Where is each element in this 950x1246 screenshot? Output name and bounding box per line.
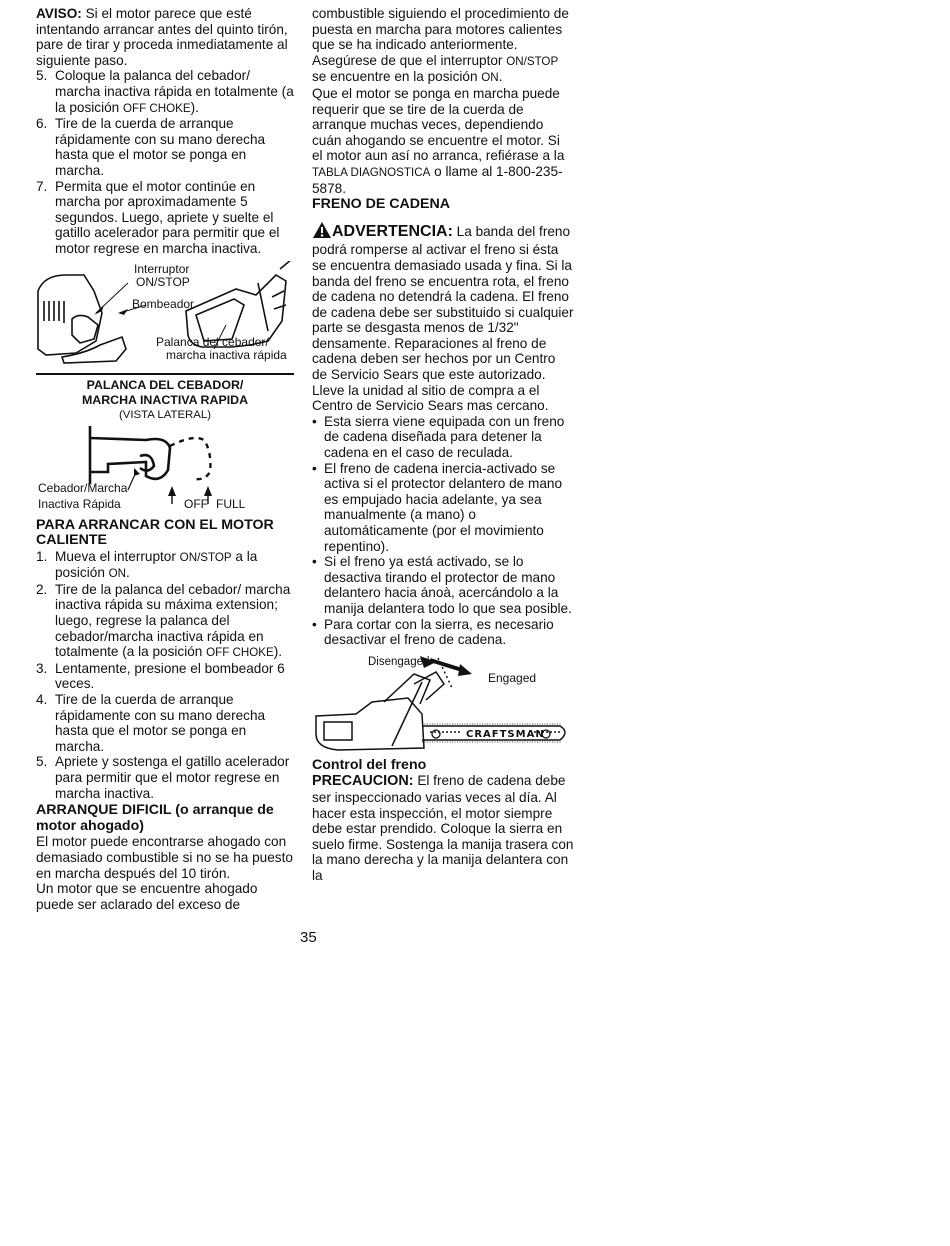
aviso-text: Si el motor parece que esté intentando arrancar antes del quinto tirón, pare de tirar y proceda inmediatamente al siguiente paso. — [36, 6, 288, 68]
label-full: FULL — [216, 496, 246, 511]
step-text: Tire de la palanca del cebador/ marcha inactiva rápida su máxima extension; luego, regrese la palanca del cebador/marcha inactiva rápida en totalmente (a la posición — [55, 581, 291, 660]
label-off: OFF — [184, 496, 208, 511]
continuation-tail: . — [498, 69, 503, 85]
chainsaw-side-illustration — [312, 654, 574, 758]
steps-list-b — [36, 549, 294, 802]
step-small-caps: OFF CHOKE — [123, 101, 191, 115]
list-item — [36, 116, 294, 178]
diagnostic-tail: o llame al 1-800-235-5878. — [312, 163, 563, 196]
dificil-paragraph-2: Un motor que se encuentre ahogado puede ser aclarado del exceso de — [36, 881, 258, 912]
page-number: 35 — [300, 929, 317, 946]
label-palanca-2: marcha inactiva rápida — [166, 347, 287, 362]
list-item: • Si el freno ya está activado, se lo desactiva tirando el protector de mano delantero hacia ánoà, acercándolo a la manija delantera todo lo que sea posible. — [312, 554, 574, 616]
step-text: Tire de la cuerda de arranque rápidamente con su mano derecha hasta que el motor se ponga en marcha. — [55, 692, 266, 754]
small-caps-text: ON/STOP — [506, 54, 559, 68]
warning-icon — [312, 221, 332, 243]
advertencia-label: ADVERTENCIA: — [332, 222, 453, 240]
heading-control-freno: Control del freno — [312, 756, 427, 773]
label-onstop: ON/STOP — [136, 274, 190, 289]
step-number: 1. — [36, 548, 48, 564]
step-small-caps: ON/STOP — [179, 550, 232, 564]
small-caps-text: ON — [481, 71, 499, 85]
aviso-label: AVISO: — [36, 6, 82, 21]
diagnostic-text: Que el motor se ponga en marcha puede requerir que se tire de la cuerda de arranque muchas veces, dependiendo cuán ahogando se encuentre el motor. Si el motor aun así no arranca, refiérase a la — [312, 85, 565, 164]
label-disengaged: Disengaged — [368, 655, 430, 668]
list-item — [36, 754, 294, 801]
list-item — [36, 179, 294, 257]
advertencia-paragraph — [312, 221, 574, 414]
step-number: 3. — [36, 660, 48, 676]
list-item: • Para cortar con la sierra, es necesario desactivar el freno de cadena. — [312, 617, 574, 648]
step-number: 7. — [36, 178, 48, 194]
step-text: Apriete y sostenga el gatillo acelerador para permitir que el motor regrese en marcha inactiva. — [55, 754, 290, 801]
step-text: Permita que el motor continúe en marcha por aproximadamente 5 segundos. Luego, apriete y suelte el gatillo acelerador para permitir que el motor regrese en marcha inactiva. — [55, 178, 280, 256]
continuation-paragraph — [312, 6, 574, 86]
step-number: 5. — [36, 754, 48, 770]
step-text: Mueva el interruptor — [55, 548, 180, 564]
step-small-caps: OFF CHOKE — [206, 646, 274, 660]
step-text: Coloque la palanca del cebador/ marcha inactiva rápida en totalmente (a la posición — [55, 68, 294, 115]
list-item — [36, 582, 294, 661]
label-interruptor: Interruptor — [134, 261, 190, 276]
list-item: • Esta sierra viene equipada con un freno de cadena diseñada para detener la cadena en el caso de reculada. — [312, 414, 574, 461]
continuation-text: combustible siguiendo el procedimiento de puesta en marcha para motores calientes que se ha indicado anteriormente. Asegúrese de que el interruptor — [312, 6, 569, 68]
list-item: • El freno de cadena inercia-activado se activa si el protector delantero de mano es empujado hacia adelante, ya sea manualmente (a mano) o automáticamente (por el movimiento repentino). — [312, 461, 574, 555]
step-tail: ). — [273, 644, 283, 660]
step-number: 5. — [36, 68, 48, 84]
step-number: 4. — [36, 692, 48, 708]
aviso-paragraph — [36, 6, 294, 68]
left-column — [36, 6, 294, 912]
heading-arranque-dificil: ARRANQUE DIFICIL (o arranque de motor ahogado) — [36, 802, 274, 834]
label-cebador-2: Inactiva Rápida — [38, 496, 121, 511]
precaucion-label: PRECAUCION: — [312, 773, 414, 790]
dificil-paragraph-1: El motor puede encontrarse ahogado con demasiado combustible si no se ha puesto en marcha después del 10 tirón. — [36, 834, 293, 881]
brand-logo-text: CRAFTSMAN — [466, 728, 545, 740]
divider — [36, 373, 294, 375]
heading-freno-cadena: FRENO DE CADENA — [312, 196, 450, 213]
figure-caption-sub: (VISTA LATERAL) — [119, 408, 211, 421]
diagnostic-paragraph — [312, 86, 574, 196]
step-tail: . — [126, 565, 130, 581]
precaucion-text: El freno de cadena debe ser inspeccionado varias veces al día. Al hacer esta inspección, el motor siempre debe estar prendido. Coloque la sierra en suelo firme. Sostenga la manija trasera con la mano derecha y la manija delantera con la — [312, 773, 574, 883]
choke-figure — [36, 261, 294, 371]
label-cebador-1: Cebador/Marcha — [38, 480, 128, 495]
step-number: 6. — [36, 116, 48, 132]
list-item — [36, 661, 294, 692]
list-item — [36, 549, 294, 582]
step-tail: a la posición — [55, 548, 258, 581]
advertencia-text: La banda del freno podrá romperse al activar el freno si ésta se encuentra demasiado usada y fina. Si la banda del freno se encuentra rota, el freno de cadena no detendrá la cadena. El freno de cadena debe ser substituido si cualquier parte se desgasta menos de 1/32" densamente. Reparaciones al freno de cadena deben ser hechos por un Centro de Servicio Sears que este autorizado. Lleve la unidad al sitio de compra a el Centro de Servicio Sears mas cercano. — [312, 223, 574, 414]
step-text: Lentamente, presione el bombeador 6 veces. — [55, 660, 285, 692]
small-caps-text: TABLA DIAGNOSTICA — [312, 165, 431, 179]
continuation-tail: se encuentre en la posición — [312, 69, 482, 85]
label-palanca-1: Palanca del cebador/ — [156, 334, 269, 349]
figure-caption-line1: PALANCA DEL CEBADOR/ — [86, 377, 244, 392]
label-bombeador: Bombeador — [132, 296, 195, 311]
step-text: Tire de la cuerda de arranque rápidamente con su mano derecha hasta que el motor se ponga en marcha. — [55, 116, 266, 178]
heading-motor-caliente: PARA ARRANCAR CON EL MOTOR CALIENTE — [36, 516, 274, 549]
brake-bullets — [312, 414, 574, 648]
brake-figure — [312, 654, 574, 758]
right-column — [312, 6, 574, 884]
list-item — [36, 692, 294, 754]
steps-list-a — [36, 68, 294, 256]
label-engaged: Engaged — [488, 670, 537, 685]
step-small-caps: ON — [108, 567, 127, 581]
step-number: 2. — [36, 581, 48, 597]
lever-side-figure — [36, 422, 294, 514]
precaucion-paragraph — [312, 773, 574, 883]
figure-caption-line2: MARCHA INACTIVA RAPIDA — [81, 392, 249, 407]
step-tail: ). — [190, 99, 199, 115]
list-item — [36, 68, 294, 116]
